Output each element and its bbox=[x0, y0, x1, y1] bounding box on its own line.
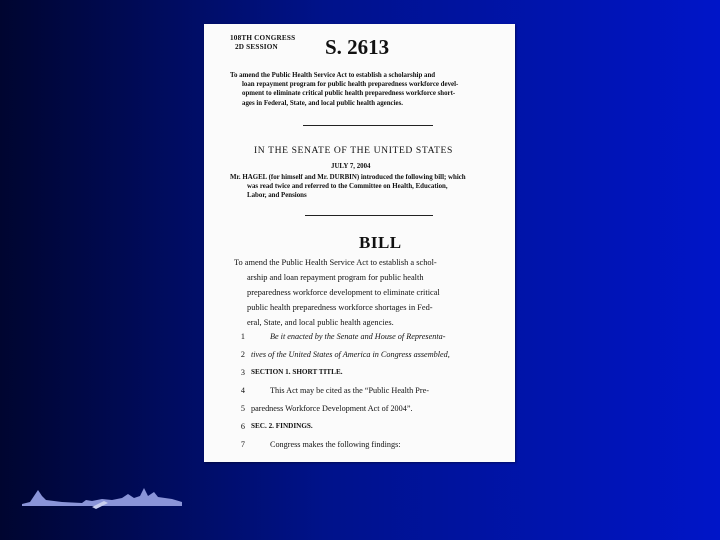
purpose-line: To amend the Public Health Service Act to establish a schol- bbox=[234, 258, 437, 267]
bill-number: S. 2613 bbox=[325, 35, 390, 59]
purpose-line: arship and loan repayment program for public health bbox=[247, 272, 424, 282]
bill-introduction bbox=[230, 173, 512, 201]
summary-line: loan repayment program for public health preparedness workforce devel- bbox=[242, 81, 459, 89]
line-number: 1 bbox=[240, 332, 245, 341]
line-number: 7 bbox=[240, 440, 245, 449]
line-number: 5 bbox=[240, 404, 245, 413]
intro-line: was read twice and referred to the Committee on Health, Education, bbox=[247, 183, 448, 191]
line-text: Be it enacted by the Senate and House of Representa- bbox=[270, 332, 446, 341]
chamber-heading: IN THE SENATE OF THE UNITED STATES bbox=[254, 145, 453, 156]
summary-line: To amend the Public Health Service Act to establish a scholarship and bbox=[230, 72, 436, 79]
line-text: Congress makes the following findings: bbox=[270, 440, 401, 449]
numbered-line bbox=[204, 332, 515, 344]
numbered-line bbox=[204, 422, 515, 434]
summary-line: opment to eliminate critical public health preparedness workforce short- bbox=[242, 90, 456, 98]
bill-date: JULY 7, 2004 bbox=[331, 163, 371, 170]
divider bbox=[303, 125, 433, 126]
bill-purpose bbox=[234, 256, 506, 331]
numbered-line bbox=[204, 368, 515, 380]
line-text: tives of the United States of America in Congress assembled, bbox=[251, 350, 450, 359]
intro-line: Mr. HAGEL (for himself and Mr. DURBIN) introduced the following bill; which bbox=[230, 174, 466, 181]
line-number: 4 bbox=[240, 386, 245, 395]
congress-header bbox=[230, 34, 295, 51]
purpose-line: preparedness workforce development to eliminate critical bbox=[247, 287, 440, 297]
intro-line: Labor, and Pensions bbox=[247, 192, 307, 200]
divider bbox=[305, 215, 433, 216]
line-text: paredness Workforce Development Act of 2004”. bbox=[251, 404, 413, 413]
congress-label: 108TH CONGRESS bbox=[230, 34, 296, 42]
line-number: 3 bbox=[240, 368, 245, 377]
bill-page bbox=[204, 24, 515, 462]
line-text: SECTION 1. SHORT TITLE. bbox=[251, 368, 343, 376]
line-number: 2 bbox=[240, 350, 245, 359]
numbered-line bbox=[204, 350, 515, 362]
session-label: 2D SESSION bbox=[235, 42, 278, 51]
numbered-line bbox=[204, 440, 515, 452]
purpose-line: eral, State, and local public health agencies. bbox=[247, 317, 394, 327]
line-number: 6 bbox=[240, 422, 245, 431]
purpose-line: public health preparedness workforce shortages in Fed- bbox=[247, 302, 433, 312]
bill-heading: BILL bbox=[359, 233, 402, 252]
bill-summary bbox=[230, 71, 506, 108]
line-text: This Act may be cited as the “Public Health Pre- bbox=[270, 386, 429, 395]
skyline-logo-icon bbox=[22, 480, 182, 510]
numbered-line bbox=[204, 386, 515, 398]
line-text: SEC. 2. FINDINGS. bbox=[251, 422, 313, 430]
numbered-line bbox=[204, 404, 515, 416]
summary-line: ages in Federal, State, and local public health agencies. bbox=[242, 99, 403, 107]
